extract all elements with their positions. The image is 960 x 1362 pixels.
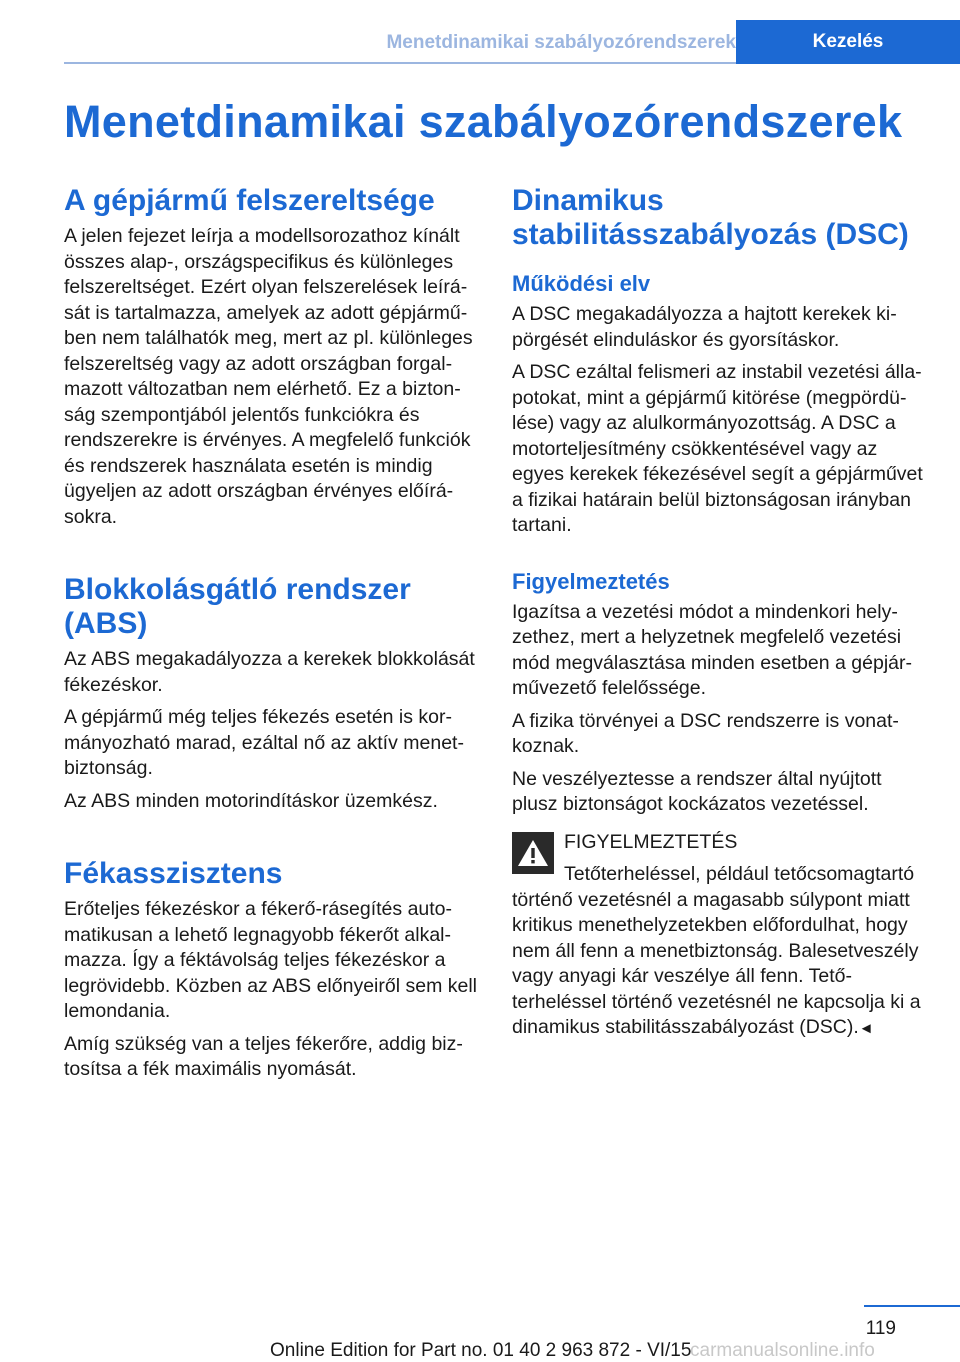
watermark: carmanualsonline.info (690, 1340, 875, 1361)
equipment-paragraph: A jelen fejezet leírja a modellsorozathoz kínált összes alap-, országspecifikus és különleges felszereltséget. Ezért olyan felszerelések leírását is tartalmazza, amelyek az adott gépjárműben nem találhatók meg, mert az pl. különleges felszereltség vagy az adott országban forgalmazott változatban nem elérhető. Ez a biztonság szempontjából jelentős funkciókra és rendszerekre is érvényes. A megfelelő funkciók és rendszerek használata esetén is mindig ügyeljen az adott országban érvényes előírásokra. (64, 225, 473, 528)
warning-box (512, 830, 932, 1042)
warning-label: FIGYELMEZTETÉS (564, 830, 738, 853)
subheading-principle: Működési elv (512, 271, 651, 296)
page-title: Menetdinamikai szabályozórendszerek (64, 96, 903, 147)
right-column (512, 184, 932, 1049)
brake-assist-paragraph-1: Erőteljes fékezéskor a fékerő-rásegítés automatikusan a lehető legnagyobb fékerőt alkalmazza. Így a féktávolság teljes fékezéskor a legrövidebb. Közben az ABS előnyeiről sem kell lemondania. (64, 898, 477, 1022)
warning-paragraph-1: Igazítsa a vezetési módot a mindenkori helyzethez, mert a helyzetnek megfelelő vezetési mód megválasztása minden esetben a gépjárművezető felelőssége. (512, 600, 912, 699)
warning-triangle-icon (512, 832, 554, 874)
section-heading-dsc: Dinamikus stabilitásszabályozás (DSC) (512, 184, 909, 251)
end-mark-icon: ◄ (858, 1020, 874, 1037)
left-column (64, 184, 480, 1090)
warning-paragraph-2: A fizika törvényei a DSC rendszerre is vonatkoznak. (512, 709, 899, 757)
abs-paragraph-3: Az ABS minden motorindításkor üzemkész. (64, 789, 438, 812)
section-heading-brake-assist: Fékasszisztens (64, 857, 283, 890)
header-chapter-tab[interactable]: Kezelés (736, 20, 960, 64)
brake-assist-paragraph-2: Amíg szükség van a teljes fékerőre, addig biztosítsa a fék maximális nyomását. (64, 1032, 463, 1080)
footer-edition: Online Edition for Part no. 01 40 2 963 872 - VI/15 (270, 1340, 692, 1361)
warning-text (512, 862, 932, 1042)
header-section-title: Menetdinamikai szabályozórendszerek (386, 32, 736, 53)
warning-paragraph-3: Ne veszélyeztesse a rendszer által nyújtott plusz biztonságot kockázatos vezetéssel. (512, 767, 882, 815)
abs-paragraph-2: A gépjármű még teljes fékezés esetén is kormányozható marad, ezáltal nő az aktív menetbiztonság. (64, 706, 464, 779)
section-heading-equipment: A gépjármű felszereltsége (64, 184, 435, 217)
warning-body: Tetőterheléssel, például tetőcsomagtartó történő vezetésnél a magasabb súlypont miatt kritikus menethelyzetekben előfordulhat, hogy nem áll fenn a menetbiztonság. Balesetveszély vagy anyagi kár veszélye áll fenn. Tetőterheléssel történő vezetésnél ne kapcsolja ki a dinamikus stabilitásszabályozást (DSC). (512, 863, 921, 1038)
section-heading-abs: Blokkolásgátló rendszer (ABS) (64, 573, 411, 640)
page-number: 119 (865, 1318, 896, 1339)
principle-paragraph-1: A DSC megakadályozza a hajtott kerekek kipörgését elinduláskor és gyorsításkor. (512, 303, 897, 351)
footer-divider (864, 1305, 960, 1307)
principle-paragraph-2: A DSC ezáltal felismeri az instabil vezetési állapotokat, mint a gépjármű kitörése (megpördülése) vagy az alulkormányozottság. A DSC a motorteljesítmény csökkentésével vagy az egyes kerekek fékezésével segít a gépjárművet a fizikai határain belül biztonságosan irányban tartani. (512, 361, 923, 536)
abs-paragraph-1: Az ABS megakadályozza a kerekek blokkolását fékezéskor. (64, 648, 475, 696)
subheading-warning: Figyelmeztetés (512, 568, 670, 594)
